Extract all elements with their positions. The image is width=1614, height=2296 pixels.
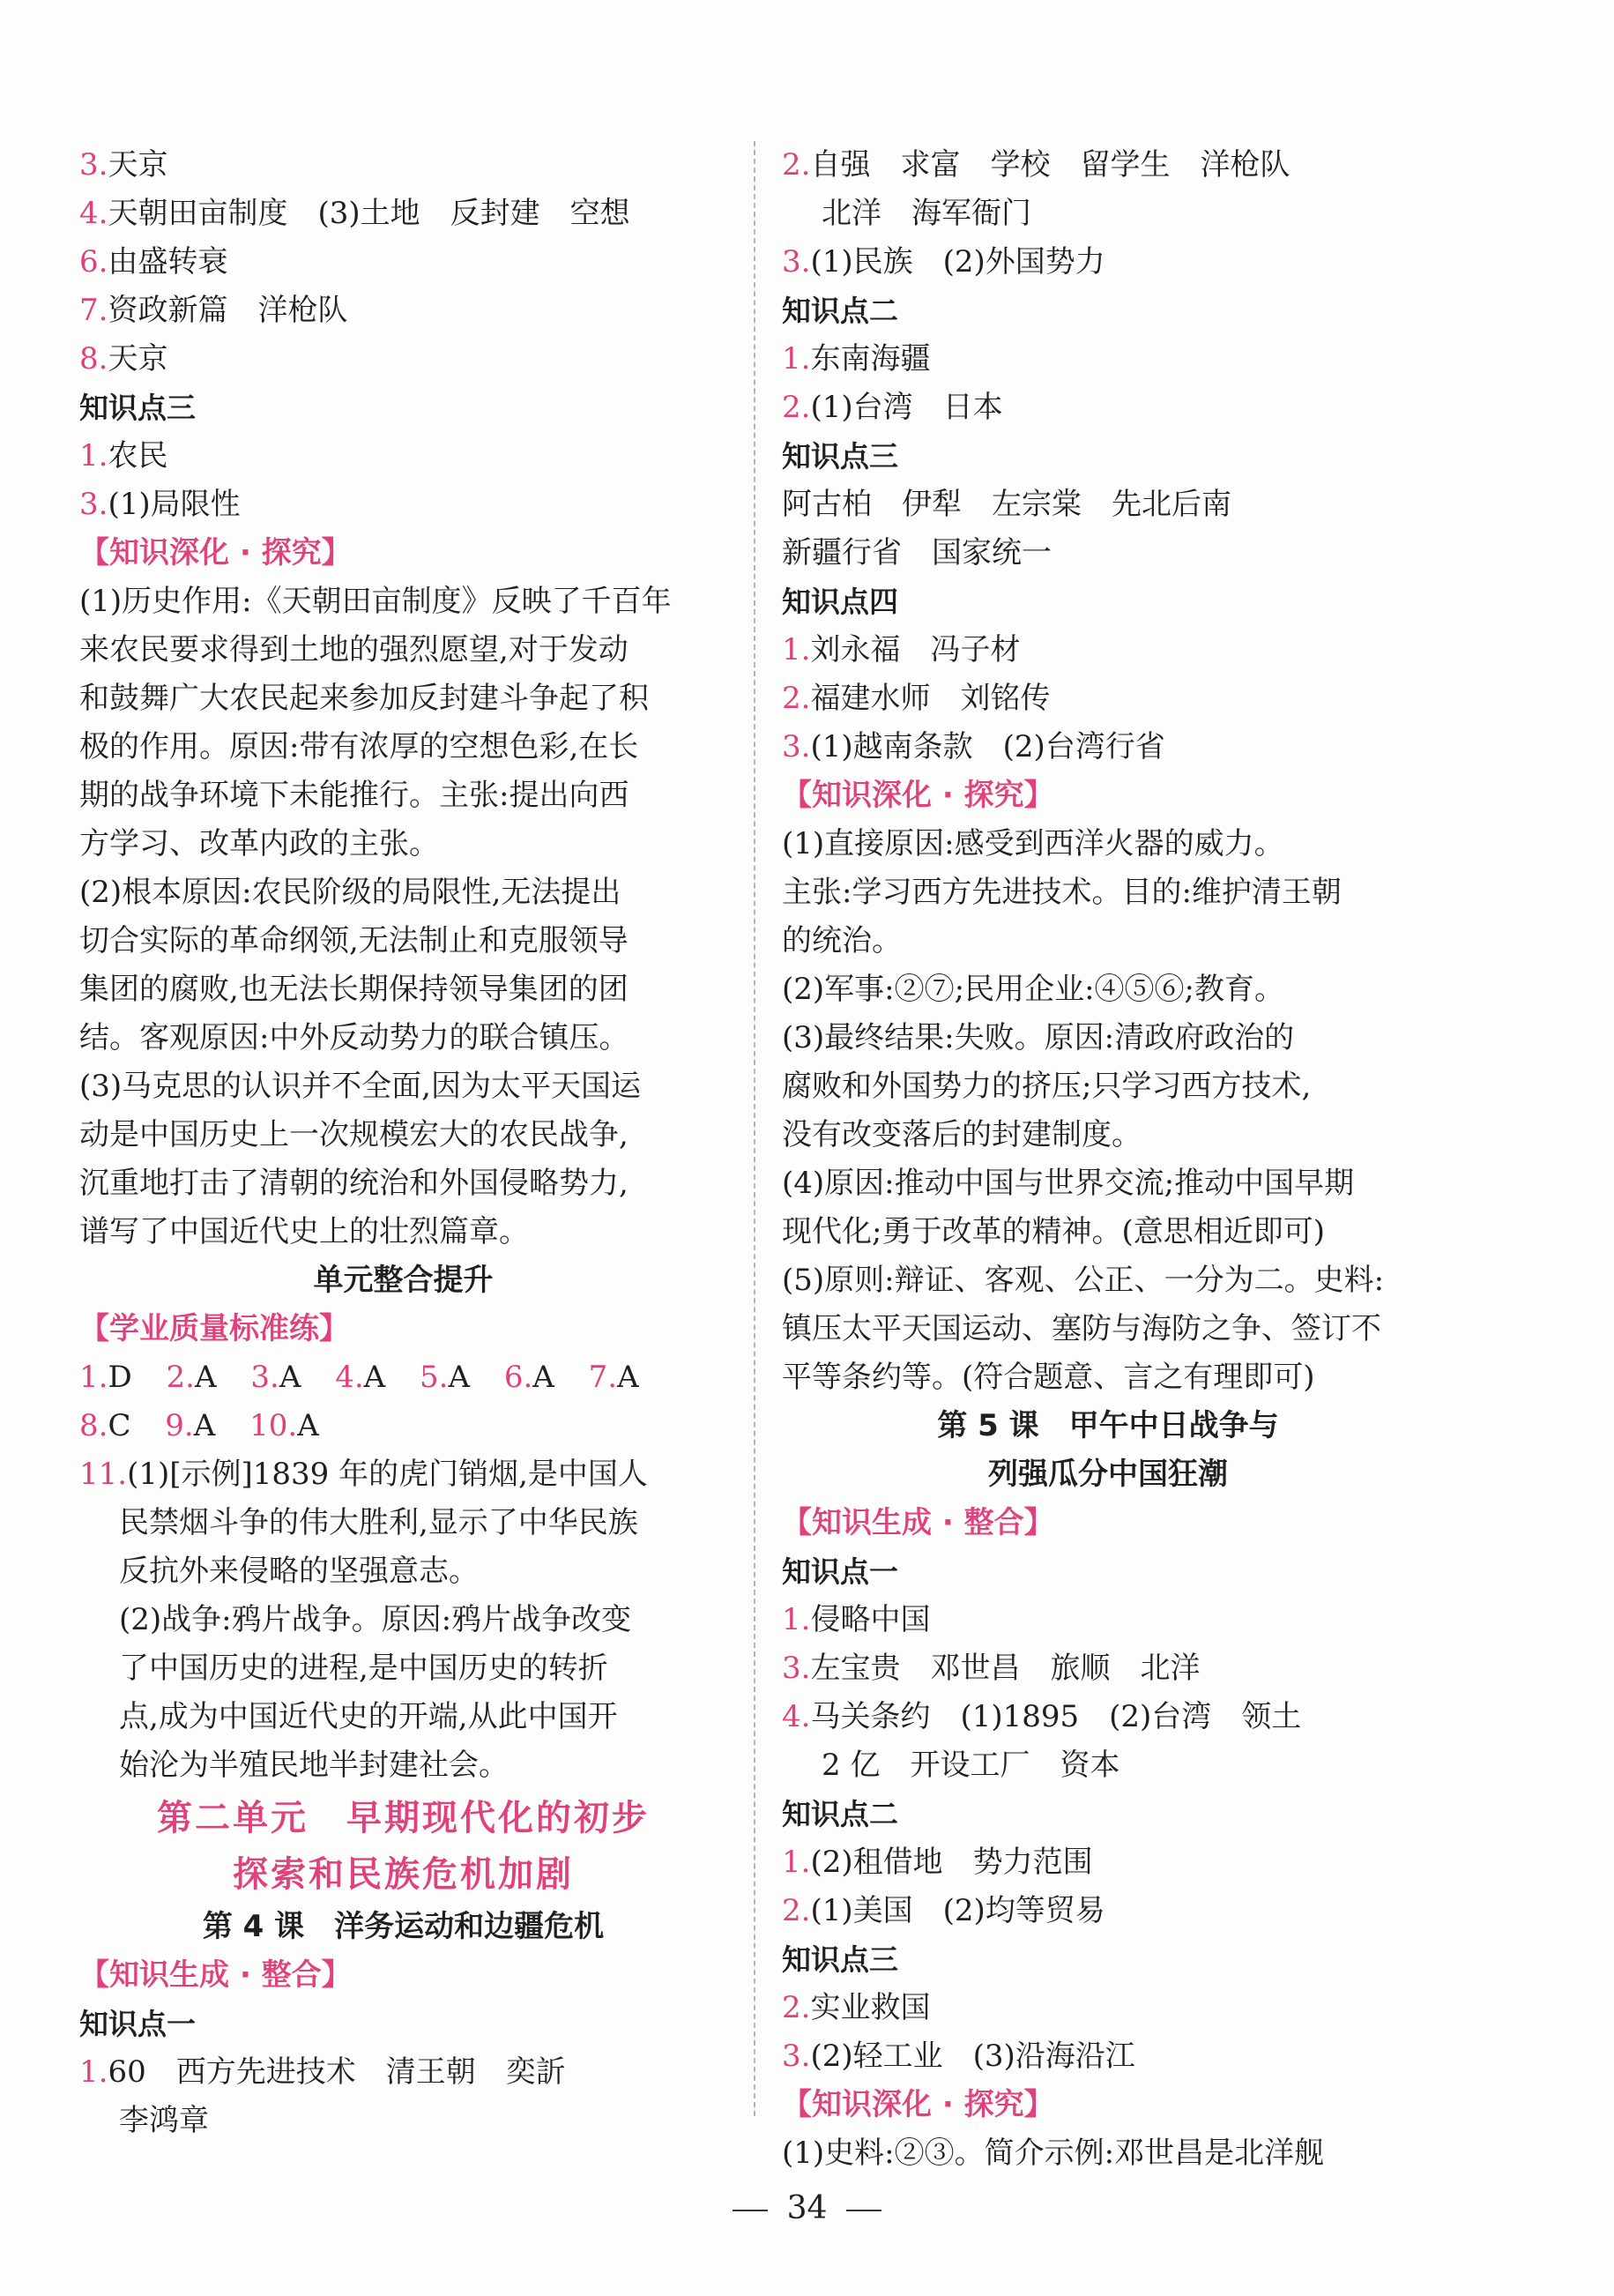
mc-answer: 6.A [503,1360,554,1395]
text-line: (1)史料:②③。简介示例:邓世昌是北洋舰 [782,2136,1325,2171]
section-tag-generate: 【知识生成 · 整合】 [79,1957,352,1993]
text-line: (2)军事:②⑦;民用企业:④⑤⑥;教育。 [782,972,1284,1007]
answer-line: 2.福建水师 刘铭传 [782,681,1051,716]
text-line: 现代化;勇于改革的精神。(意思相近即可) [782,1214,1325,1249]
mc-answer: 3.A [250,1360,301,1395]
mc-answer: 5.A [420,1360,471,1395]
text-line: 腐败和外国势力的挤压;只学习西方技术, [782,1069,1312,1104]
text-line: 集团的腐败,也无法长期保持领导集团的团 [79,972,628,1007]
answer-line: 1.(2)租借地 势力范围 [782,1845,1093,1880]
text-line: 极的作用。原因:带有浓厚的空想色彩,在长 [79,729,639,764]
mc-answer: 10.A [249,1408,319,1443]
section-tag-deepen: 【知识深化 · 探究】 [782,778,1054,813]
column-divider [754,141,755,2116]
answer-continuation: 2 亿 开设工厂 资本 [822,1748,1120,1783]
text-line: 沉重地打击了清朝的统治和外国侵略势力, [79,1166,628,1201]
mc-answers-row [79,1402,727,1450]
text-line: 结。客观原因:中外反动势力的联合镇压。 [79,1020,629,1055]
mc-answer: 8.C [79,1408,131,1443]
text-line: 镇压太平天国运动、塞防与海防之争、签订不 [782,1311,1381,1346]
text-line: (2)战争:鸦片战争。原因:鸦片战争改变 [119,1602,632,1637]
answer-line: 3.(1)越南条款 (2)台湾行省 [782,729,1165,764]
answer-line: 3.(2)轻工业 (3)沿海沿江 [782,2039,1135,2074]
text-line: (4)原因:推动中国与世界交流;推动中国早期 [782,1166,1355,1201]
text-line: (3)最终结果:失败。原因:清政府政治的 [782,1020,1295,1055]
answer-continuation: 李鸿章 [119,2103,209,2138]
mc-answer: 4.A [335,1360,386,1395]
text-line: 主张:学习西方先进技术。目的:维护清王朝 [782,875,1342,910]
text-line: 点,成为中国近代史的开端,从此中国开 [119,1699,618,1734]
knowledge-point-label: 知识点三 [782,439,898,473]
knowledge-point-label: 知识点一 [79,2007,196,2041]
text-line: 没有改变落后的封建制度。 [782,1117,1142,1152]
deepen-paragraph [782,1256,1434,1402]
page-number-dash [846,2210,881,2211]
text-line: 和鼓舞广大农民起来参加反封建斗争起了积 [79,681,649,716]
text-line: (3)马克思的认识并不全面,因为太平天国运 [79,1069,641,1104]
text-line: 阿古柏 伊犁 左宗棠 先北后南 [782,487,1231,522]
answer-line: 1.侵略中国 [782,1602,931,1637]
text-line: (2)根本原因:农民阶级的局限性,无法提出 [79,875,621,910]
text-line: 期的战争环境下未能推行。主张:提出向西 [79,778,629,813]
right-column [782,141,1434,2178]
answer-line: 8.天京 [79,341,168,376]
text-line: (5)原则:辩证、客观、公正、一分为二。史料: [782,1263,1385,1298]
answer-line: 3.(1)局限性 [79,487,241,522]
answer-line: 1.农民 [79,438,168,473]
text-line: 谱写了中国近代史上的壮烈篇章。 [79,1214,529,1249]
section-tag-quality: 【学业质量标准练】 [79,1311,349,1346]
text-line: 反抗外来侵略的坚强意志。 [119,1554,479,1589]
answer-line: 2.(1)美国 (2)均等贸易 [782,1893,1105,1928]
answer-line: 4.天朝田亩制度 (3)土地 反封建 空想 [79,196,630,231]
knowledge-point-label: 知识点四 [782,585,898,619]
answer-line: 3.(1)民族 (2)外国势力 [782,244,1105,280]
unit-two-subtitle: 探索和民族危机加剧 [233,1854,574,1895]
page-number: 34 [0,2187,1614,2231]
answer-continuation: 北洋 海军衙门 [822,196,1031,231]
text-line: 方学习、改革内政的主张。 [79,826,439,861]
knowledge-point-label: 知识点三 [782,1942,898,1977]
lesson-5-subtitle: 列强瓜分中国狂潮 [988,1457,1228,1492]
text-line: 动是中国历史上一次规模宏大的农民战争, [79,1117,628,1152]
answer-line: 6.由盛转衰 [79,244,228,280]
answer-line: 1.东南海疆 [782,341,931,376]
knowledge-point-label: 知识点二 [782,294,898,328]
text-line: 始沦为半殖民地半封建社会。 [119,1748,509,1783]
mc-answer: 1.D [79,1360,132,1395]
answer-line: 7.资政新篇 洋枪队 [79,293,348,328]
knowledge-point-label: 知识点三 [79,391,196,425]
lesson-5-title: 第 5 课 甲午中日战争与 [937,1408,1279,1443]
text-line: (1)历史作用:《天朝田亩制度》反映了千百年 [79,584,672,619]
text-line: 切合实际的革命纲领,无法制止和克服领导 [79,923,628,958]
knowledge-point-label: 知识点一 [782,1554,898,1589]
deepen-paragraph [782,1014,1434,1159]
mc-answers-row [79,1353,727,1402]
mc-answer: 7.A [588,1360,639,1395]
answer-line: 2.实业救国 [782,1990,931,2025]
section-tag-generate: 【知识生成 · 整合】 [782,1505,1054,1540]
mc-answer: 2.A [166,1360,217,1395]
text-line: 了中国历史的进程,是中国历史的转折 [119,1651,608,1686]
deepen-paragraph [79,578,727,868]
answer-line: 2.(1)台湾 日本 [782,390,1003,425]
answer-line: 3.天京 [79,147,168,183]
text-line: 来农民要求得到土地的强烈愿望,对于发动 [79,632,628,667]
deepen-paragraph [79,1062,727,1256]
question-11: 11.(1)[示例]1839 年的虎门销烟,是中国人 [79,1457,648,1492]
text-line: 新疆行省 国家统一 [782,535,1052,570]
section-tag-deepen: 【知识深化 · 探究】 [79,535,352,570]
text-line: (1)直接原因:感受到西洋火器的威力。 [782,826,1284,861]
deepen-paragraph [782,965,1434,1014]
knowledge-point-label: 知识点二 [782,1797,898,1831]
text-line: 的统治。 [782,923,902,958]
left-column [79,141,727,2145]
text-line: 民禁烟斗争的伟大胜利,显示了中华民族 [119,1505,638,1540]
page-number-dash [733,2210,768,2211]
text-line: 平等条约等。(符合题意、言之有理即可) [782,1360,1315,1395]
deepen-paragraph [782,1159,1434,1256]
deepen-paragraph [79,868,727,1062]
mc-answer: 9.A [165,1408,216,1443]
deepen-paragraph [782,820,1434,965]
section-tag-deepen: 【知识深化 · 探究】 [782,2087,1054,2122]
answer-line: 4.马关条约 (1)1895 (2)台湾 领土 [782,1699,1302,1734]
answer-line: 2.自强 求富 学校 留学生 洋枪队 [782,147,1290,183]
answer-line: 1.刘永福 冯子材 [782,632,1021,667]
lesson-4-title: 第 4 课 洋务运动和边疆危机 [202,1909,605,1944]
unit-summary-title: 单元整合提升 [313,1263,494,1298]
answer-line: 3.左宝贵 邓世昌 旅顺 北洋 [782,1651,1201,1686]
unit-two-title: 第二单元 早期现代化的初步 [157,1798,650,1838]
answer-line: 1.60 西方先进技术 清王朝 奕訢 [79,2054,566,2090]
